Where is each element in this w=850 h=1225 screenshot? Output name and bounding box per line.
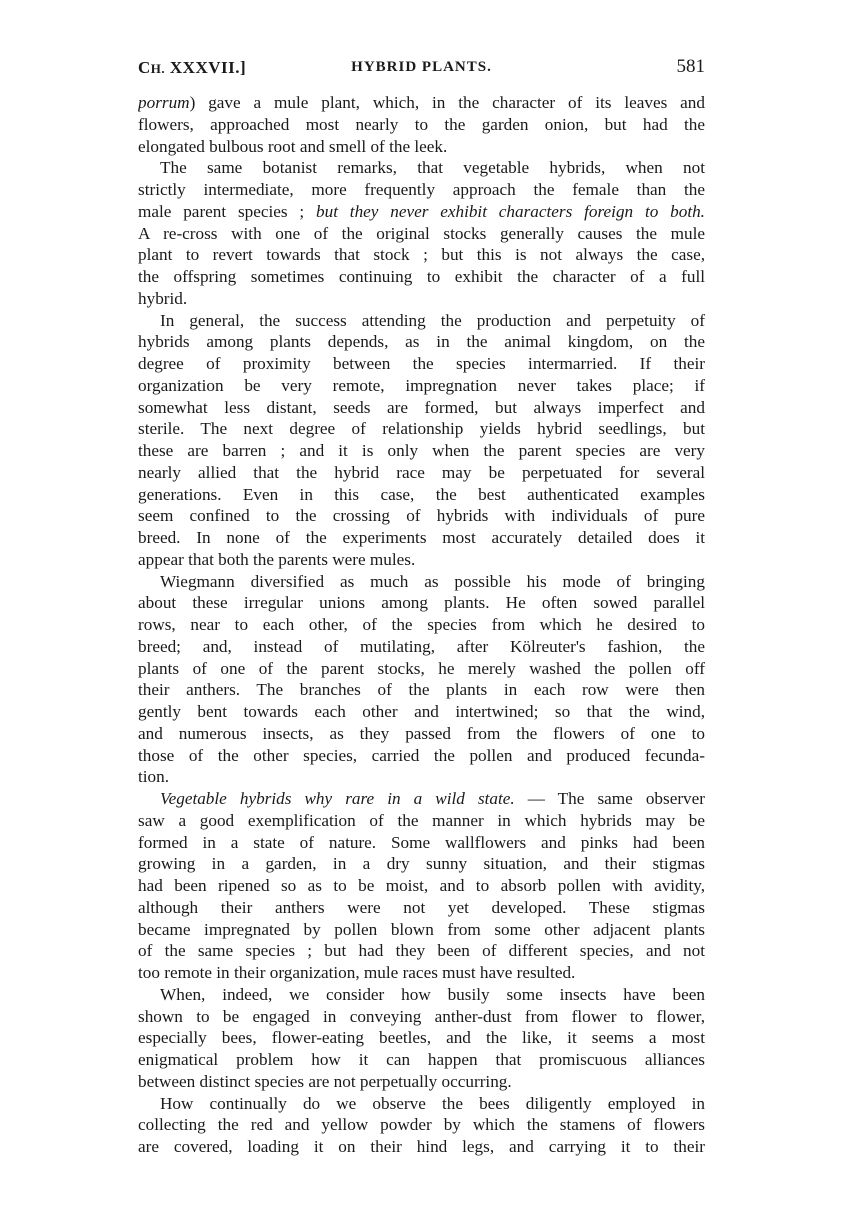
text-line	[138, 223, 705, 245]
text-segment: organization be very remote, impregnation never takes place; if	[138, 375, 705, 395]
text-segment: formed in a state of nature. Some wallflowers and pinks had been	[138, 832, 705, 852]
text-line	[138, 114, 705, 136]
text-line	[138, 1071, 705, 1093]
italic-text: porrum	[138, 93, 190, 112]
text-line	[138, 1114, 705, 1136]
text-line	[138, 136, 705, 158]
text-line	[138, 614, 705, 636]
text-line	[138, 853, 705, 875]
text-segment: elongated bulbous root and smell of the leek.	[138, 136, 448, 156]
text-segment: generations. Even in this case, the best authenticated examples	[138, 484, 705, 504]
text-line	[138, 1049, 705, 1071]
text-line	[138, 658, 705, 680]
paragraph	[138, 571, 705, 789]
text-line	[138, 962, 705, 984]
text-segment: A re-cross with one of the original stocks generally causes the mule	[138, 223, 705, 243]
text-segment: breed; and, instead of mutilating, after Kölreuter's fashion, the	[138, 636, 705, 656]
text-line	[138, 201, 705, 223]
text-segment: enigmatical problem how it can happen that promiscuous alliances	[138, 1050, 705, 1069]
text-line	[138, 875, 705, 897]
text-line	[138, 636, 705, 658]
text-segment: In general, the success attending the production and perpetuity of	[160, 310, 705, 330]
text-segment: male parent species ;	[138, 201, 317, 221]
paragraph	[138, 310, 705, 571]
italic-text: but they never exhibit characters foreign to both.	[316, 201, 705, 221]
text-line	[138, 832, 705, 854]
text-line	[138, 766, 705, 788]
text-segment: collecting the red and yellow powder by which the stamens of flowers	[138, 1115, 705, 1135]
text-line	[138, 1027, 705, 1049]
text-segment: degree of proximity between the species intermarried. If their	[138, 354, 705, 373]
text-segment: the offspring sometimes continuing to exhibit the character of a full	[138, 267, 705, 286]
running-title: HYBRID PLANTS.	[351, 59, 492, 75]
text-segment: hybrid.	[138, 288, 188, 308]
text-segment: hybrids among plants depends, as in the animal kingdom, on the	[138, 332, 705, 352]
text-line	[138, 484, 705, 506]
text-segment: sterile. The next degree of relationship yields hybrid seedlings, but	[138, 419, 705, 439]
text-line	[138, 505, 705, 527]
text-segment: — The same observer	[514, 789, 705, 808]
text-line	[138, 701, 705, 723]
text-line	[138, 331, 705, 353]
text-segment: How continually do we observe the bees diligently employed in	[160, 1093, 705, 1113]
text-segment: somewhat less distant, seeds are formed, but always imperfect and	[138, 397, 705, 417]
text-segment: growing in a garden, in a dry sunny situation, and their stigmas	[138, 854, 705, 874]
text-line	[138, 157, 705, 179]
text-line	[138, 244, 705, 266]
chapter-number: XXXVII.]	[165, 58, 247, 77]
paragraph	[138, 1093, 705, 1158]
text-line	[138, 919, 705, 941]
text-segment: about these irregular unions among plants. He often sowed parallel	[138, 593, 705, 613]
text-line	[138, 1136, 705, 1158]
text-line	[138, 592, 705, 614]
text-segment: rows, near to each other, of the species from which he desired to	[138, 615, 705, 634]
paragraph	[138, 92, 705, 157]
text-segment: although their anthers were not yet developed. These stigmas	[138, 897, 705, 917]
text-line	[138, 310, 705, 332]
text-line	[138, 1093, 705, 1115]
text-segment: plants of one of the parent stocks, he merely washed the pollen off	[138, 658, 705, 678]
text-segment: are covered, loading it on their hind legs, and carrying it to their	[138, 1137, 705, 1156]
text-line	[138, 571, 705, 593]
text-line	[138, 723, 705, 745]
text-segment: breed. In none of the experiments most accurately detailed does it	[138, 528, 705, 547]
text-segment: flowers, approached most nearly to the garden onion, but had the	[138, 114, 705, 134]
text-segment: seem confined to the crossing of hybrids with individuals of pure	[138, 506, 705, 526]
text-segment: appear that both the parents were mules.	[138, 549, 416, 569]
text-line	[138, 440, 705, 462]
text-line	[138, 92, 705, 114]
text-segment: had been ripened so as to be moist, and to absorb pollen with avidity,	[138, 876, 705, 895]
text-segment: The same botanist remarks, that vegetable hybrids, when not	[160, 158, 705, 178]
text-line	[138, 1006, 705, 1028]
text-line	[138, 788, 705, 810]
text-line	[138, 288, 705, 310]
running-header	[138, 58, 705, 82]
paragraph	[138, 788, 705, 984]
text-line	[138, 745, 705, 767]
text-line	[138, 984, 705, 1006]
text-segment: nearly allied that the hybrid race may be perpetuated for several	[138, 462, 705, 482]
text-line	[138, 679, 705, 701]
text-line	[138, 810, 705, 832]
text-segment: When, indeed, we consider how busily some insects have been	[160, 984, 705, 1004]
body-text	[138, 92, 705, 1158]
text-segment: these are barren ; and it is only when the parent species are very	[138, 441, 705, 460]
text-segment: between distinct species are not perpetually occurring.	[138, 1071, 512, 1091]
chapter-prefix-smallcaps: H.	[150, 61, 166, 76]
text-segment: ) gave a mule plant, which, in the character of its leaves and	[189, 93, 705, 112]
text-segment: their anthers. The branches of the plants in each row were then	[138, 680, 705, 700]
text-segment: especially bees, flower-eating beetles, and the like, it seems a most	[138, 1028, 705, 1048]
chapter-prefix: C	[138, 58, 151, 77]
text-line	[138, 462, 705, 484]
text-segment: shown to be engaged in conveying anther-dust from flower to flower,	[138, 1006, 705, 1026]
text-segment: Wiegmann diversified as much as possible his mode of bringing	[160, 571, 705, 591]
text-segment: strictly intermediate, more frequently approach the female than the	[138, 180, 705, 199]
text-segment: of the same species ; but had they been of different species, and not	[138, 941, 705, 961]
text-segment: those of the other species, carried the pollen and produced fecunda-	[138, 745, 705, 765]
text-line	[138, 418, 705, 440]
text-line	[138, 897, 705, 919]
text-line	[138, 527, 705, 549]
text-segment: gently bent towards each other and intertwined; so that the wind,	[138, 702, 705, 721]
text-line	[138, 397, 705, 419]
text-line	[138, 179, 705, 201]
text-line	[138, 353, 705, 375]
italic-text: Vegetable hybrids why rare in a wild state.	[160, 789, 515, 808]
text-segment: and numerous insects, as they passed from the flowers of one to	[138, 723, 705, 743]
text-line	[138, 266, 705, 288]
text-segment: saw a good exemplification of the manner in which hybrids may be	[138, 810, 705, 830]
page-number: 581	[676, 56, 705, 77]
text-segment: became impregnated by pollen blown from some other adjacent plants	[138, 919, 705, 939]
text-segment: too remote in their organization, mule races must have resulted.	[138, 963, 576, 982]
text-line	[138, 549, 705, 571]
text-line	[138, 375, 705, 397]
paragraph	[138, 157, 705, 309]
text-segment: tion.	[138, 767, 170, 787]
text-line	[138, 940, 705, 962]
text-segment: plant to revert towards that stock ; but this is not always the case,	[138, 245, 705, 265]
paragraph	[138, 984, 705, 1093]
